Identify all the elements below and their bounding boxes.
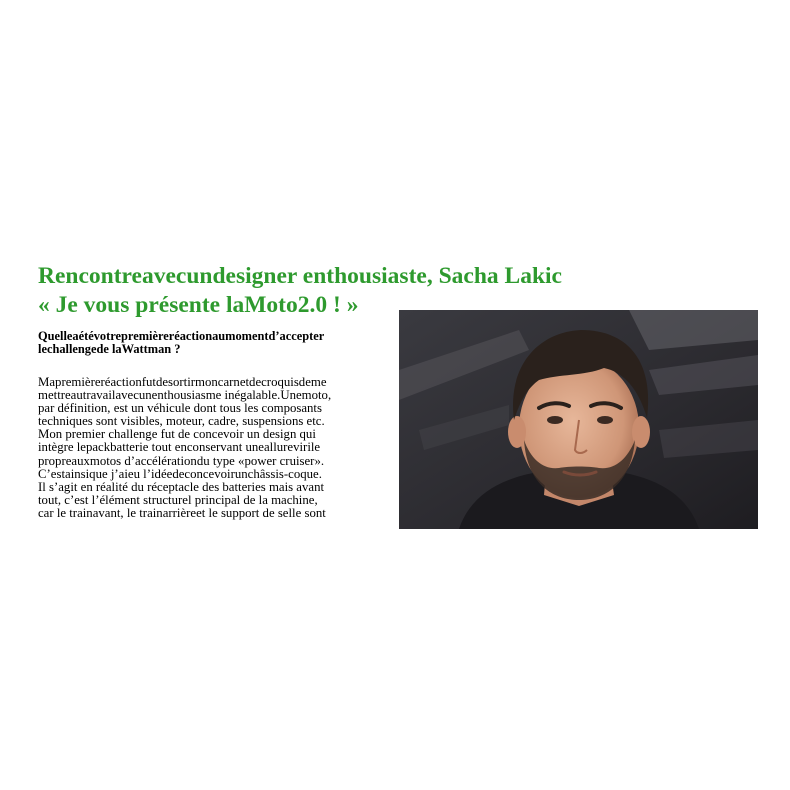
title-line: « Je vous présente laMoto2.0 ! » bbox=[38, 292, 359, 318]
article bbox=[38, 262, 758, 532]
answer-line: mettreautravailavecunenthousiasme inégalable.Unemoto, bbox=[38, 388, 332, 403]
answer-line: propreauxmotos d’accélérationdu type «power cruiser». bbox=[38, 453, 325, 468]
article-body bbox=[38, 330, 383, 520]
interview-answer bbox=[38, 376, 383, 520]
answer-line: C’estainsique j’aieu l’idéedeconcevoirunchâssis-coque. bbox=[38, 466, 322, 481]
answer-line: tout, c’est l’élément structurel principal de la machine, bbox=[38, 492, 318, 507]
answer-line: Mon premier challenge fut de concevoir un design qui bbox=[38, 427, 316, 442]
answer-line: intègre lepackbatterie tout enconservant uneallurevirile bbox=[38, 440, 321, 455]
portrait-photo bbox=[399, 310, 758, 529]
portrait-illustration bbox=[399, 310, 758, 529]
title-line: Rencontreavecundesigner enthousiaste, Sacha Lakic bbox=[38, 263, 562, 289]
answer-line: Il s’agit en réalité du réceptacle des batteries mais avant bbox=[38, 479, 325, 494]
answer-line: techniques sont visibles, moteur, cadre, suspensions etc. bbox=[38, 414, 325, 429]
interview-question bbox=[38, 330, 383, 356]
answer-line: car le trainavant, le trainarrièreet le support de selle sont bbox=[38, 505, 326, 520]
question-line: Quelleaétévotrepremièreréactionaumomentd’accepter bbox=[38, 329, 325, 343]
question-line: lechallengede laWattman ? bbox=[38, 342, 181, 356]
answer-line: par définition, est un véhicule dont tous les composants bbox=[38, 401, 322, 416]
answer-line: Mapremièreréactionfutdesortirmoncarnetdecroquisdeme bbox=[38, 375, 327, 389]
